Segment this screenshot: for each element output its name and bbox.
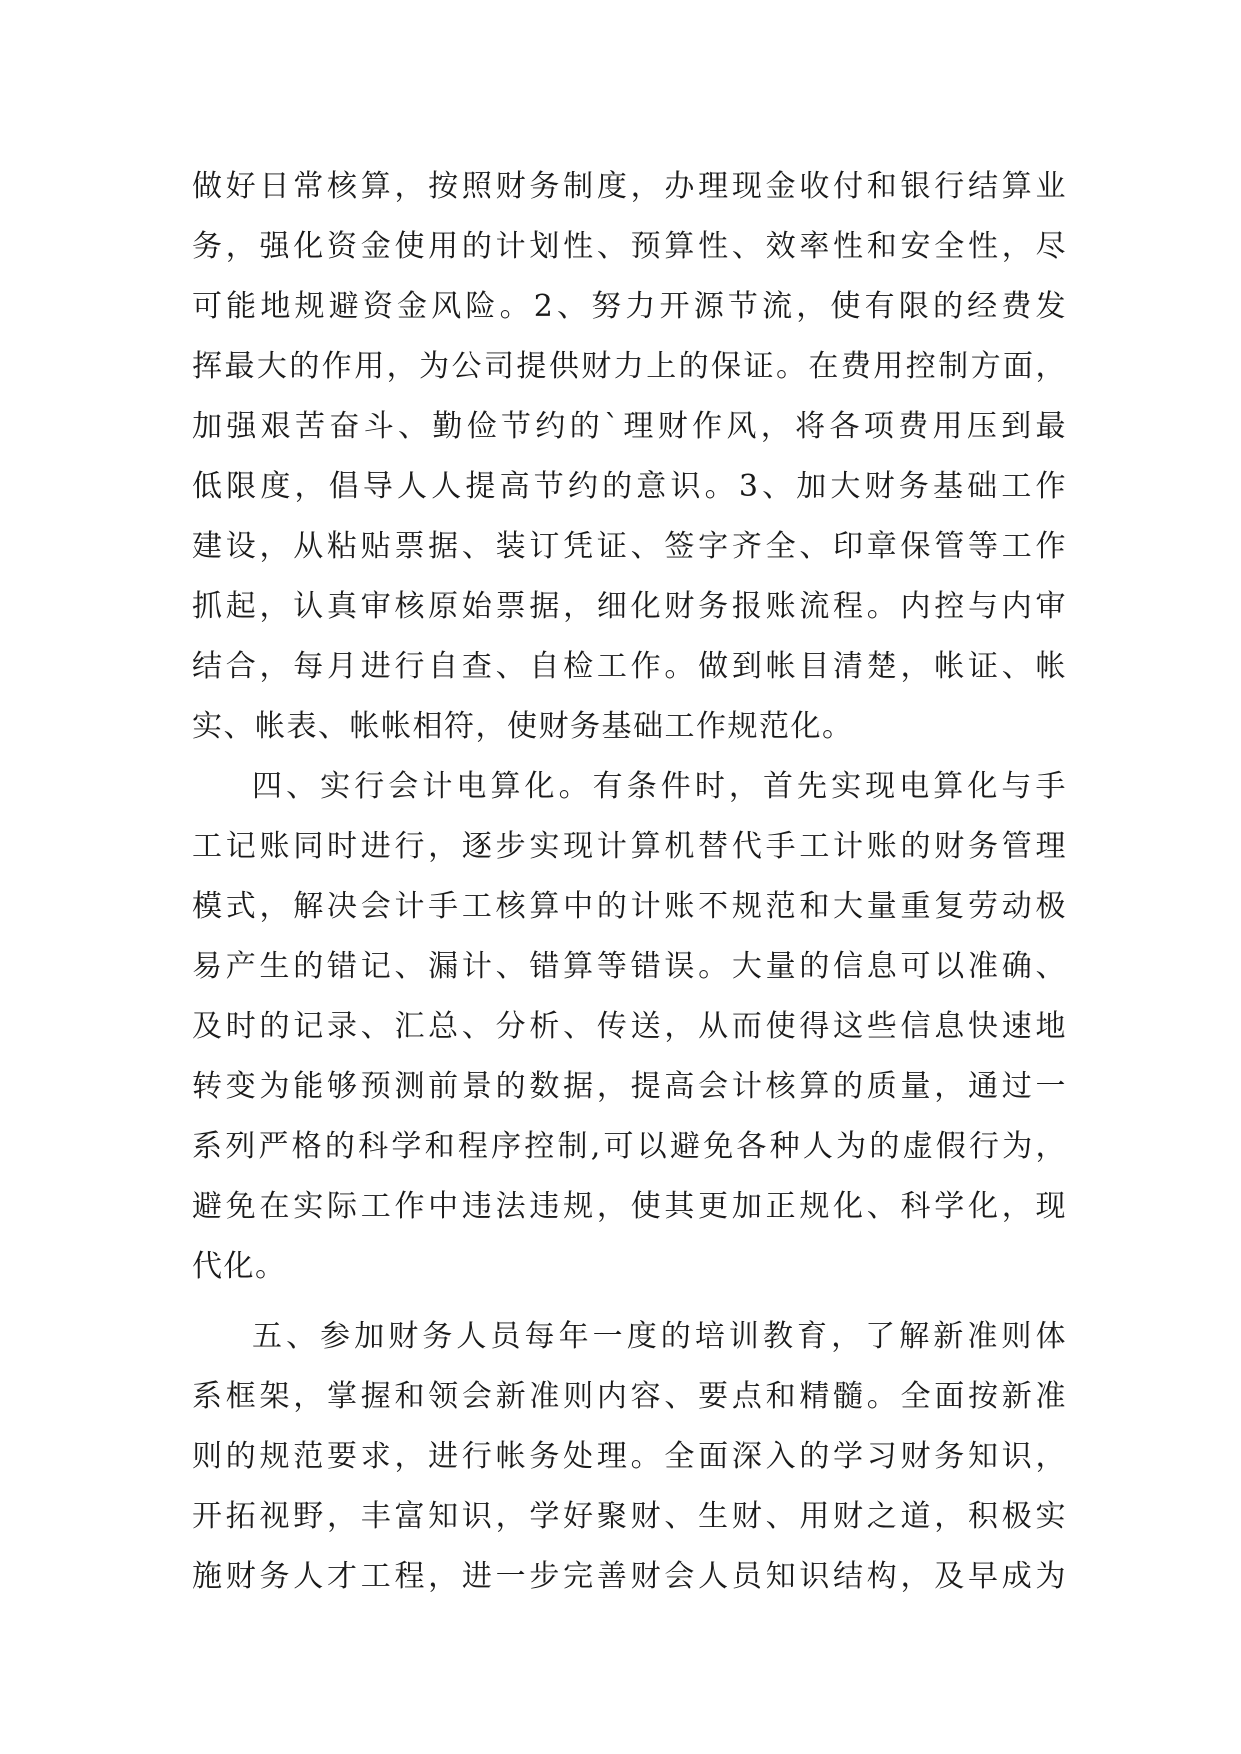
text-line: 易产生的错记、漏计、错算等错误。大量的信息可以准确、 xyxy=(192,949,1067,984)
text-line: 系列严格的科学和程序控制,可以避免各种人为的虚假行为， xyxy=(192,1129,1067,1164)
document-body xyxy=(192,157,1067,1607)
text-line: 系框架，掌握和领会新准则内容、要点和精髓。全面按新准 xyxy=(192,1379,1067,1414)
text-line: 施财务人才工程，进一步完善财会人员知识结构，及早成为 xyxy=(192,1559,1067,1594)
text-line: 开拓视野，丰富知识，学好聚财、生财、用财之道，积极实 xyxy=(192,1499,1067,1534)
text-line: 工记账同时进行，逐步实现计算机替代手工计账的财务管理 xyxy=(192,829,1067,864)
text-line: 代化。 xyxy=(192,1249,287,1284)
text-line: 则的规范要求，进行帐务处理。全面深入的学习财务知识， xyxy=(192,1439,1067,1474)
paragraph-start-line: 四、实行会计电算化。有条件时，首先实现电算化与手 xyxy=(252,769,1067,804)
text-line: 加强艰苦奋斗、勤俭节约的`理财作风，将各项费用压到最 xyxy=(192,409,1067,444)
text-line: 模式，解决会计手工核算中的计账不规范和大量重复劳动极 xyxy=(192,889,1067,924)
text-line: 结合，每月进行自查、自检工作。做到帐目清楚，帐证、帐 xyxy=(192,649,1067,684)
text-line: 及时的记录、汇总、分析、传送，从而使得这些信息快速地 xyxy=(192,1009,1067,1044)
text-line: 做好日常核算，按照财务制度，办理现金收付和银行结算业 xyxy=(192,169,1067,204)
text-line: 可能地规避资金风险。2、努力开源节流，使有限的经费发 xyxy=(192,289,1067,324)
text-line: 低限度，倡导人人提高节约的意识。3、加大财务基础工作 xyxy=(192,469,1067,504)
text-line: 务，强化资金使用的计划性、预算性、效率性和安全性，尽 xyxy=(192,229,1067,264)
text-line: 避免在实际工作中违法违规，使其更加正规化、科学化，现 xyxy=(192,1189,1067,1224)
text-line: 转变为能够预测前景的数据，提高会计核算的质量，通过一 xyxy=(192,1069,1067,1104)
text-line: 抓起，认真审核原始票据，细化财务报账流程。内控与内审 xyxy=(192,589,1067,624)
text-line: 实、帐表、帐帐相符，使财务基础工作规范化。 xyxy=(192,709,854,744)
text-line: 挥最大的作用，为公司提供财力上的保证。在费用控制方面， xyxy=(192,349,1067,384)
paragraph-start-line: 五、参加财务人员每年一度的培训教育，了解新准则体 xyxy=(252,1319,1067,1354)
text-line: 建设，从粘贴票据、装订凭证、签字齐全、印章保管等工作 xyxy=(192,529,1067,564)
